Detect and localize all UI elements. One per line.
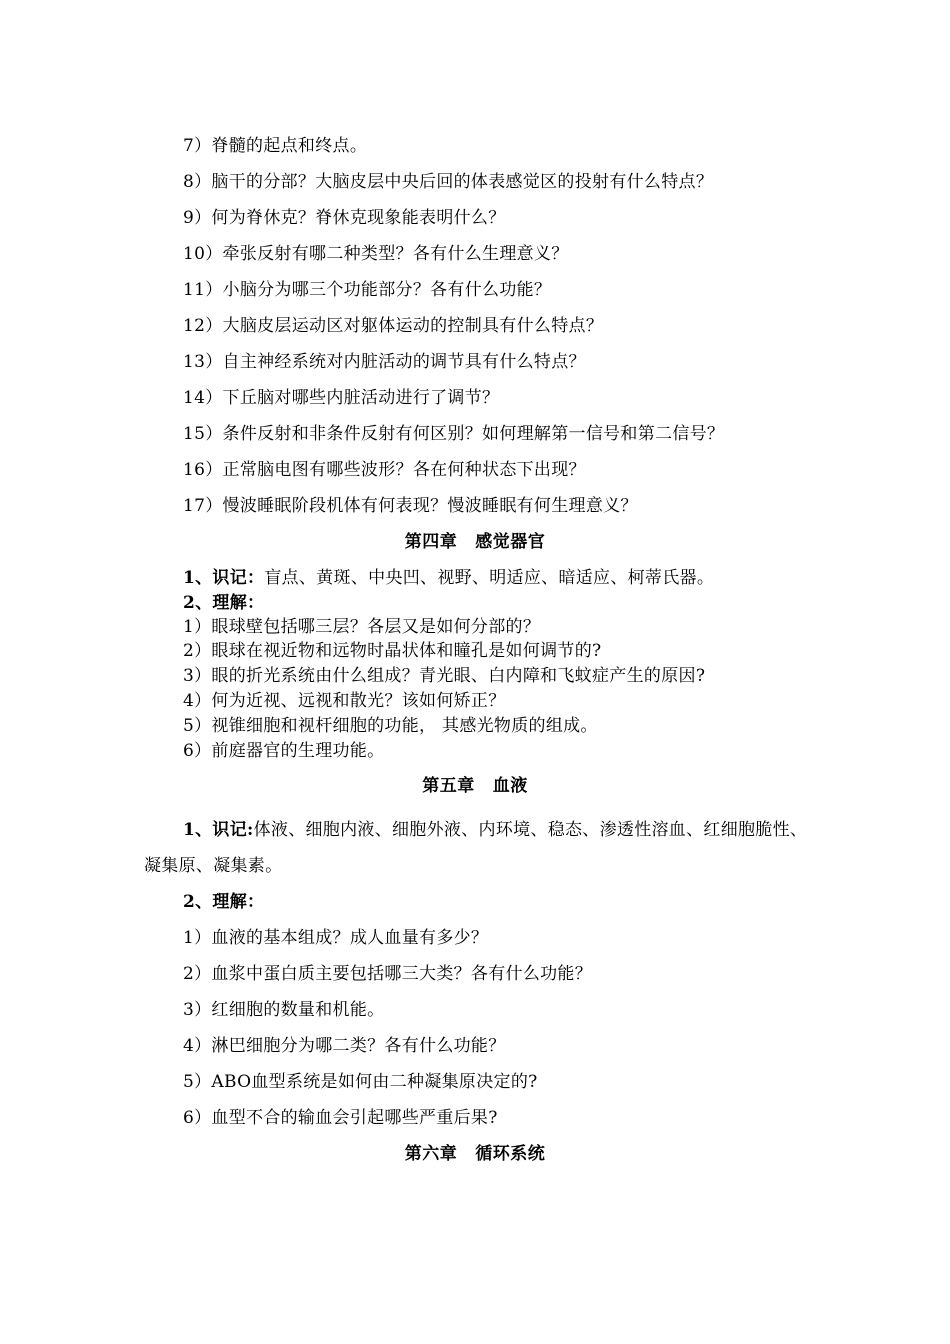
ch4-question-2: 2）眼球在视近物和远物时晶状体和瞳孔是如何调节的? xyxy=(183,641,602,661)
ch4-question-5: 5）视锥细胞和视杆细胞的功能， 其感光物质的组成。 xyxy=(183,716,598,736)
ch5-question-6: 6）血型不合的输血会引起哪些严重后果? xyxy=(183,1108,498,1128)
chapter5-number: 第五章 xyxy=(422,776,475,796)
chapter4-title: 感觉器官 xyxy=(475,532,546,552)
chapter4-heading xyxy=(0,531,950,553)
chapter6-heading xyxy=(0,1143,950,1165)
ch5-understand xyxy=(183,891,264,913)
ch5-question-5: 5）ABO血型系统是如何由二种凝集原决定的? xyxy=(183,1072,538,1092)
ch3-question-12: 12）大脑皮层运动区对躯体运动的控制具有什么特点？ xyxy=(183,316,604,336)
ch5-question-1: 1）血液的基本组成？成人血量有多少？ xyxy=(183,928,489,948)
ch4-memorize xyxy=(183,567,714,589)
ch5-memorize-text-line2: 凝集原、凝集素。 xyxy=(144,856,283,876)
ch3-question-10: 10）牵张反射有哪二种类型？各有什么生理意义？ xyxy=(183,244,569,264)
chapter5-heading xyxy=(0,775,950,797)
ch4-understand xyxy=(183,592,264,614)
ch3-question-15: 15）条件反射和非条件反射有何区别？如何理解第一信号和第二信号？ xyxy=(183,424,725,444)
ch3-question-17: 17）慢波睡眠阶段机体有何表现？慢波睡眠有何生理意义？ xyxy=(183,496,638,516)
ch4-memorize-label: 1、识记： xyxy=(183,568,265,588)
chapter6-number: 第六章 xyxy=(404,1144,458,1164)
ch5-understand-label: 2、理解： xyxy=(183,892,265,912)
chapter5-title: 血液 xyxy=(492,776,528,796)
ch3-question-16: 16）正常脑电图有哪些波形？各在何种状态下出现？ xyxy=(183,460,586,480)
ch3-question-7: 7）脊髓的起点和终点。 xyxy=(183,136,368,156)
ch4-understand-label: 2、理解： xyxy=(183,593,265,613)
chapter4-number: 第四章 xyxy=(404,532,458,552)
ch3-question-11: 11）小脑分为哪三个功能部分？各有什么功能？ xyxy=(183,280,552,300)
ch3-question-14: 14）下丘脑对哪些内脏活动进行了调节？ xyxy=(183,388,500,408)
ch5-memorize-label: 1、识记: xyxy=(183,820,254,840)
ch4-memorize-text: 盲点、黄斑、中央凹、视野、明适应、暗适应、柯蒂氏器。 xyxy=(264,568,715,588)
ch4-question-1: 1）眼球壁包括哪三层？各层又是如何分部的？ xyxy=(183,617,541,637)
ch3-question-9: 9）何为脊休克？脊休克现象能表明什么？ xyxy=(183,208,506,228)
ch5-memorize-text-line1: 体液、细胞内液、细胞外液、内环境、稳态、渗透性溶血、红细胞脆性、 xyxy=(253,820,808,840)
ch5-question-4: 4）淋巴细胞分为哪二类？各有什么功能？ xyxy=(183,1036,506,1056)
ch4-question-6: 6）前庭器官的生理功能。 xyxy=(183,741,385,761)
ch4-question-4: 4）何为近视、远视和散光？该如何矫正？ xyxy=(183,691,506,711)
ch5-question-3: 3）红细胞的数量和机能。 xyxy=(183,1000,385,1020)
ch5-memorize xyxy=(183,819,807,841)
ch5-question-2: 2）血浆中蛋白质主要包括哪三大类？各有什么功能？ xyxy=(183,964,593,984)
chapter6-title: 循环系统 xyxy=(475,1144,546,1164)
ch4-question-3: 3）眼的折光系统由什么组成？青光眼、白内障和飞蚊症产生的原因? xyxy=(183,666,706,686)
ch3-question-13: 13）自主神经系统对内脏活动的调节具有什么特点？ xyxy=(183,352,586,372)
ch3-question-8: 8）脑干的分部？大脑皮层中央后回的体表感觉区的投射有什么特点？ xyxy=(183,172,714,192)
